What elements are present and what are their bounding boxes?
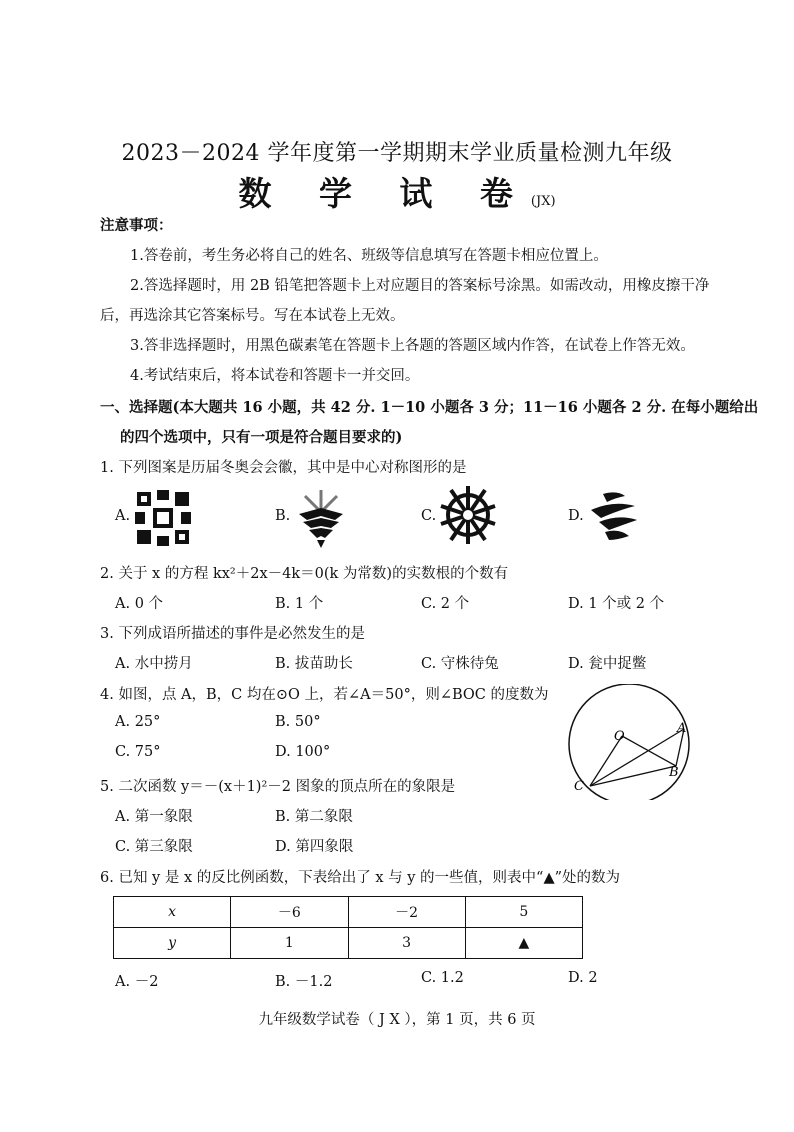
q4-option-c: C. 75° (115, 744, 161, 760)
q5-option-d: D. 第四象限 (275, 839, 354, 855)
section-heading: 一、选择题(本大题共 16 小题，共 42 分. 1－10 小题各 3 分；11－16 小题各 2 分. 在每小题给出 (100, 399, 759, 416)
q5-option-a: A. 第一象限 (115, 809, 193, 825)
q1-option-d-label: D. (568, 508, 584, 524)
page-footer: 九年级数学试卷（ J X ），第 1 页，共 6 页 (258, 1012, 536, 1028)
question-6-stem: 6. 已知 y 是 x 的反比例函数，下表给出了 x 与 y 的一些值，则表中“▲”处的数为 (100, 870, 621, 886)
subject-name: 数 学 试 卷 (238, 174, 531, 213)
circle-o-shape (569, 684, 689, 800)
q3-option-a: A. 水中捞月 (115, 656, 193, 672)
exam-title: 2023－2024 学年度第一学期期末学业质量检测九年级 (121, 141, 673, 166)
table-cell: 5 (465, 897, 582, 928)
q1-option-c-label: C. (421, 508, 437, 524)
label-a: A (677, 721, 687, 736)
q3-option-d: D. 瓮中捉鳖 (568, 656, 647, 672)
circle-figure (560, 684, 700, 800)
q3-option-b: B. 拔苗助长 (275, 656, 353, 672)
label-c: C (574, 779, 584, 794)
question-2-stem: 2. 关于 x 的方程 kx²＋2x－4k＝0(k 为常数)的实数根的个数有 (100, 566, 509, 582)
table-cell: y (114, 928, 231, 959)
xy-table (113, 896, 583, 959)
emblem-c-icon (437, 484, 499, 546)
emblem-a-icon (133, 488, 193, 548)
q1-option-b-label: B. (275, 508, 291, 524)
note-item: 2.答选择题时，用 2B 铅笔把答题卡上对应题目的答案标号涂黑。如需改动，用橡皮擦干净 (130, 278, 710, 294)
q1-option-a-label: A. (115, 508, 131, 524)
q5-option-c: C. 第三象限 (115, 839, 193, 855)
q6-option-c: C. 1.2 (421, 970, 464, 986)
table-row (114, 928, 583, 959)
q4-option-a: A. 25° (115, 714, 161, 730)
q2-option-c: C. 2 个 (421, 596, 470, 612)
q3-option-c: C. 守株待兔 (421, 656, 499, 672)
label-b: B (669, 765, 679, 780)
table-cell: x (114, 897, 231, 928)
table-cell: －2 (348, 897, 465, 928)
q6-option-a: A. －2 (115, 974, 159, 990)
q4-option-b: B. 50° (275, 714, 321, 730)
table-cell: 3 (348, 928, 465, 959)
table-row (114, 897, 583, 928)
notes-heading: 注意事项： (100, 217, 173, 234)
note-item: 3.答非选择题时，用黑色碳素笔在答题卡上各题的答题区域内作答，在试卷上作答无效。 (130, 338, 695, 354)
note-item: 后，再选涂其它答案标号。写在本试卷上无效。 (100, 308, 405, 324)
question-3-stem: 3. 下列成语所描述的事件是必然发生的是 (100, 626, 365, 642)
q6-option-b: B. －1.2 (275, 974, 333, 990)
subject-title (0, 168, 794, 215)
q2-option-b: B. 1 个 (275, 596, 324, 612)
q2-option-d: D. 1 个或 2 个 (568, 596, 665, 612)
question-1-stem: 1. 下列图案是历届冬奥会会徽，其中是中心对称图形的是 (100, 460, 467, 476)
emblem-b-icon (293, 486, 349, 550)
emblem-d-icon (585, 488, 641, 544)
question-5-stem: 5. 二次函数 y＝－(x＋1)²－2 图象的顶点所在的象限是 (100, 779, 456, 795)
label-o: O (614, 729, 625, 744)
q2-option-a: A. 0 个 (115, 596, 164, 612)
table-cell: －6 (231, 897, 348, 928)
table-cell: 1 (231, 928, 348, 959)
subject-suffix: (JX) (530, 194, 556, 209)
triangle-placeholder: ▲ (465, 928, 582, 959)
q4-option-d: D. 100° (275, 744, 331, 760)
question-4-stem: 4. 如图，点 A，B，C 均在⊙O 上，若∠A＝50°，则∠BOC 的度数为 (100, 687, 549, 703)
q6-option-d: D. 2 (568, 970, 598, 986)
note-item: 1.答卷前，考生务必将自己的姓名、班级等信息填写在答题卡相应位置上。 (130, 248, 608, 264)
note-item: 4.考试结束后，将本试卷和答题卡一并交回。 (130, 368, 420, 384)
section-heading-cont: 的四个选项中，只有一项是符合题目要求的) (120, 429, 403, 446)
q5-option-b: B. 第二象限 (275, 809, 353, 825)
